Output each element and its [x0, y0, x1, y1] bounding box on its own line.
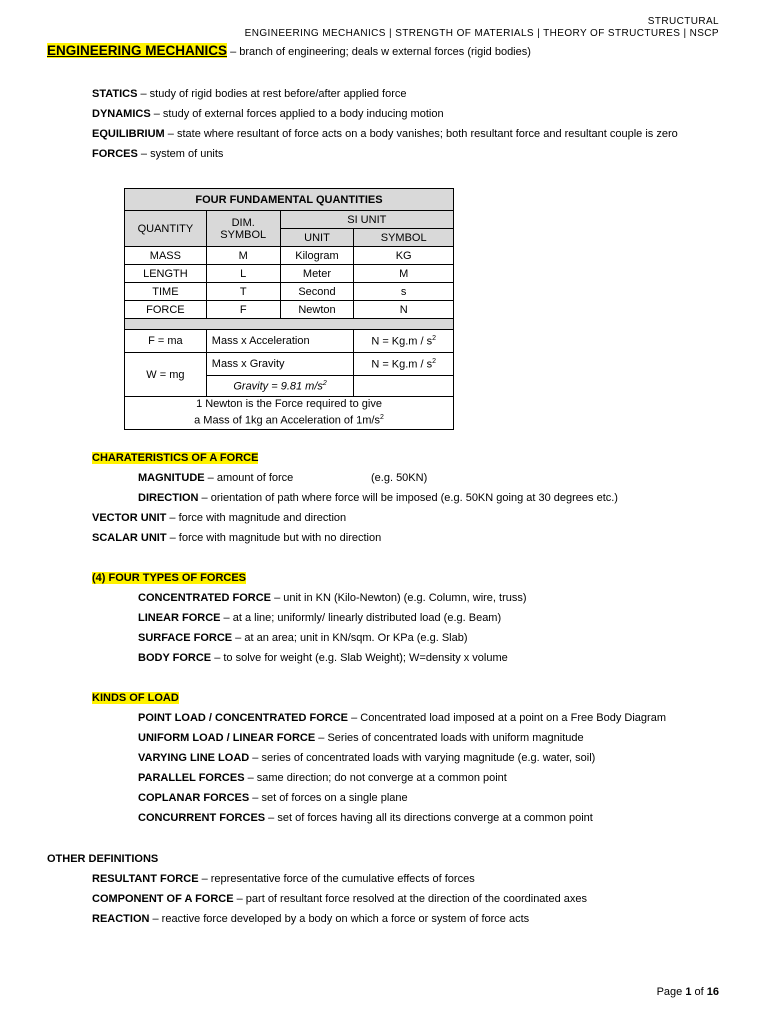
list-item: RESULTANT FORCE – representative force of the cumulative effects of forces [92, 873, 475, 885]
table-row: MASS M Kilogram KG [125, 247, 454, 265]
section-heading-loads: KINDS OF LOAD [92, 692, 179, 704]
title-definition: – branch of engineering; deals w external forces (rigid bodies) [227, 46, 531, 58]
section-heading-characteristics: CHARATERISTICS OF A FORCE [92, 452, 259, 464]
list-item: MAGNITUDE – amount of force [138, 472, 294, 484]
list-item: COPLANAR FORCES – set of forces on a single plane [138, 792, 408, 804]
list-item: VECTOR UNIT – force with magnitude and direction [92, 512, 347, 524]
col-si-unit-header: SI UNIT [280, 211, 453, 229]
table-title: FOUR FUNDAMENTAL QUANTITIES [125, 189, 454, 211]
fundamental-quantities-table [124, 188, 454, 430]
section-heading-other: OTHER DEFINITIONS [47, 853, 159, 865]
table-note: 1 Newton is the Force required to give a Mass of 1kg an Acceleration of $1m/s^2$ [125, 397, 454, 430]
table-row: LENGTH L Meter M [125, 265, 454, 283]
list-item: PARALLEL FORCES – same direction; do not converge at a common point [138, 772, 507, 784]
definition-dynamics: DYNAMICS – study of external forces applied to a body inducing motion [92, 108, 444, 120]
list-item: LINEAR FORCE – at a line; uniformly/ linearly distributed load (e.g. Beam) [138, 612, 502, 624]
list-item: DIRECTION – orientation of path where force will be imposed (e.g. 50KN going at 30 degrees etc.) [138, 492, 618, 504]
section-heading-types: (4) FOUR TYPES OF FORCES [92, 572, 247, 584]
header-category: STRUCTURAL [647, 16, 719, 27]
page-number: Page 1 of 16 [656, 986, 719, 998]
weight-unit: $N = Kg.m / s^2$ [354, 353, 454, 376]
table-separator [125, 319, 454, 330]
list-item: CONCENTRATED FORCE – unit in KN (Kilo-Newton) (e.g. Column, wire, truss) [138, 592, 527, 604]
col-unit-header: UNIT [280, 229, 354, 247]
title-term: ENGINEERING MECHANICS [47, 43, 228, 58]
col-symbol-header: SYMBOL [354, 229, 454, 247]
list-item: COMPONENT OF A FORCE – part of resultant force resolved at the direction of the coordinated axes [92, 893, 588, 905]
definition-forces: FORCES – system of units [92, 148, 224, 160]
definition-equilibrium: EQUILIBRIUM – state where resultant of force acts on a body vanishes; both resultant force and resultant couple is zero [92, 128, 678, 140]
list-item: SCALAR UNIT – force with magnitude but with no direction [92, 532, 382, 544]
list-item: REACTION – reactive force developed by a body on which a force or system of force acts [92, 913, 530, 925]
col-dim-header: DIM. SYMBOL [206, 211, 280, 247]
list-item: SURFACE FORCE – at an area; unit in KN/sqm. Or KPa (e.g. Slab) [138, 632, 468, 644]
list-item: VARYING LINE LOAD – series of concentrated loads with varying magnitude (e.g. water, soil) [138, 752, 596, 764]
table-row: TIME T Second s [125, 283, 454, 301]
force-unit: $N = Kg.m / s^2$ [354, 330, 454, 353]
table-row: FORCE F Newton N [125, 301, 454, 319]
header-subjects: ENGINEERING MECHANICS | STRENGTH OF MATERIALS | THEORY OF STRUCTURES | NSCP [244, 28, 719, 39]
table-row-weight-formula: W = mg Mass x Gravity $N = Kg.m / s^2$ [125, 353, 454, 376]
list-item: POINT LOAD / CONCENTRATED FORCE – Concentrated load imposed at a point on a Free Body Diagram [138, 712, 666, 724]
gravity-value: Gravity = 9.81 $m/s^2$ [206, 376, 354, 397]
list-item: BODY FORCE – to solve for weight (e.g. Slab Weight); W=density x volume [138, 652, 508, 664]
definition-statics: STATICS – study of rigid bodies at rest before/after applied force [92, 88, 407, 100]
list-item: CONCURRENT FORCES – set of forces having all its directions converge at a common point [138, 812, 593, 824]
page-title [47, 43, 531, 58]
list-item: UNIFORM LOAD / LINEAR FORCE – Series of concentrated loads with uniform magnitude [138, 732, 584, 744]
table-row-force-formula: F = ma Mass x Acceleration $N = Kg.m / s^2$ [125, 330, 454, 353]
magnitude-example: (e.g. 50KN) [371, 472, 428, 484]
col-quantity-header: QUANTITY [125, 211, 207, 247]
